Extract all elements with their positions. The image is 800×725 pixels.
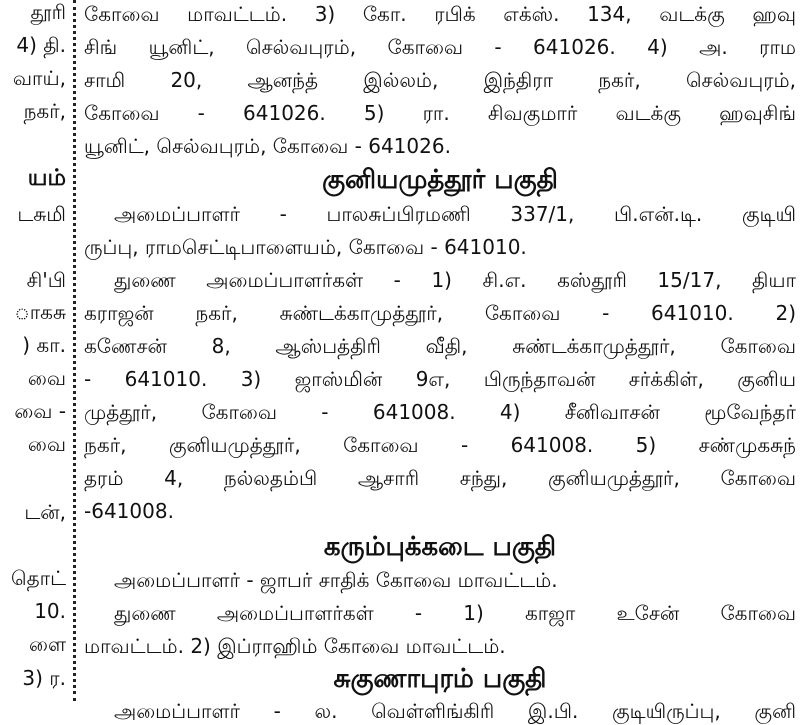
left-fragment: 3) ர. — [22, 666, 66, 690]
left-fragment: 4) தி. — [16, 33, 66, 57]
paragraph-line: கணேசன் 8, ஆஸ்பத்திரி வீதி, சுண்டக்காமுத்தூர், கோவை — [84, 334, 796, 358]
paragraph-line: யூனிட், செல்வபுரம், கோவை - 641026. — [84, 134, 451, 158]
paragraph-line: அமைப்பாளர் - ஜாபர் சாதிக் கோவை மாவட்டம். — [114, 568, 558, 592]
paragraph-line: - 641010. 3) ஜாஸ்மின் 9எ, பிருந்தாவன் சர்க்கிள், குனிய — [84, 367, 796, 391]
left-fragment: 10. — [34, 599, 66, 623]
left-fragment: சி'பி — [26, 268, 66, 292]
left-fragment: டன், — [24, 500, 66, 524]
paragraph-line: ருப்பு, ராமசெட்டிபாளையம், கோவை - 641010. — [84, 235, 527, 259]
section-heading-kuniyamuthur: குனியமுத்தூர் பகுதி — [322, 165, 558, 195]
paragraph-line: அமைப்பாளர் - பாலசுப்பிரமணி 337/1, பி.என்.டி. குடியி — [114, 202, 796, 226]
paragraph-line: சிங் யூனிட், செல்வபுரம், கோவை - 641026. 4) அ. ராம — [84, 35, 796, 59]
section-heading-karumbukadai: கரும்புக்கடை பகுதி — [323, 532, 557, 562]
paragraph-line: சாமி 20, ஆனந்த் இல்லம், இந்திரா நகர், செல்வபுரம், — [84, 68, 796, 92]
section-heading-sugunapuram: சுகுணாபுரம் பகுதி — [333, 664, 547, 694]
left-heading-fragment: யம் — [27, 165, 66, 191]
paragraph-line: முத்தூர், கோவை - 641008. 4) சீனிவாசன் மூவேந்தர் — [84, 400, 796, 424]
left-fragment: தொட் — [11, 566, 66, 590]
left-fragment: ) கா. — [22, 333, 66, 357]
paragraph-line: -641008. — [84, 499, 174, 523]
paragraph-line: நகர், குனியமுத்தூர், கோவை - 641008. 5) சண்முகசுந் — [84, 433, 796, 457]
left-column-fragment — [0, 0, 66, 701]
paragraph-line: தரம் 4, நல்லதம்பி ஆசாரி சந்து, குனியமுத்தூர், கோவை — [84, 466, 796, 490]
left-fragment: தூரி — [30, 0, 66, 24]
left-fragment: நகர், — [23, 99, 66, 123]
column-divider — [73, 0, 76, 701]
paragraph-line: துணை அமைப்பாளர்கள் - 1) சி.எ. கஸ்தூரி 15/17, தியா — [114, 268, 796, 292]
main-column — [84, 0, 796, 723]
paragraph-line: கராஜன் நகர், சுண்டக்காமுத்தூர், கோவை - 641010. 2) — [84, 301, 796, 325]
paragraph-line: மாவட்டம். 2) இப்ராஹிம் கோவை மாவட்டம். — [84, 634, 506, 658]
left-fragment: ாகசு — [14, 300, 66, 324]
left-fragment: டசுமி — [17, 202, 66, 226]
paragraph-line: துணை அமைப்பாளர்கள் - 1) காஜா உசேன் கோவை — [114, 601, 796, 625]
left-fragment: வாய், — [12, 66, 66, 90]
left-fragment: வை — [27, 366, 66, 390]
paragraph-line: கோவை மாவட்டம். 3) கோ. ரபிக் எக்ஸ். 134, வடக்கு ஹவு — [84, 2, 796, 26]
left-fragment: வை - — [14, 399, 66, 423]
left-fragment: ளை — [29, 632, 66, 656]
paragraph-line: கோவை - 641026. 5) ரா. சிவகுமார் வடக்கு ஹவுசிங் — [84, 101, 796, 125]
left-fragment: வை — [27, 432, 66, 456]
paragraph-line: அமைப்பாளர் - ல. வெள்ளிங்கிரி இ.பி. குடியிருப்பு, குனி — [114, 699, 796, 723]
